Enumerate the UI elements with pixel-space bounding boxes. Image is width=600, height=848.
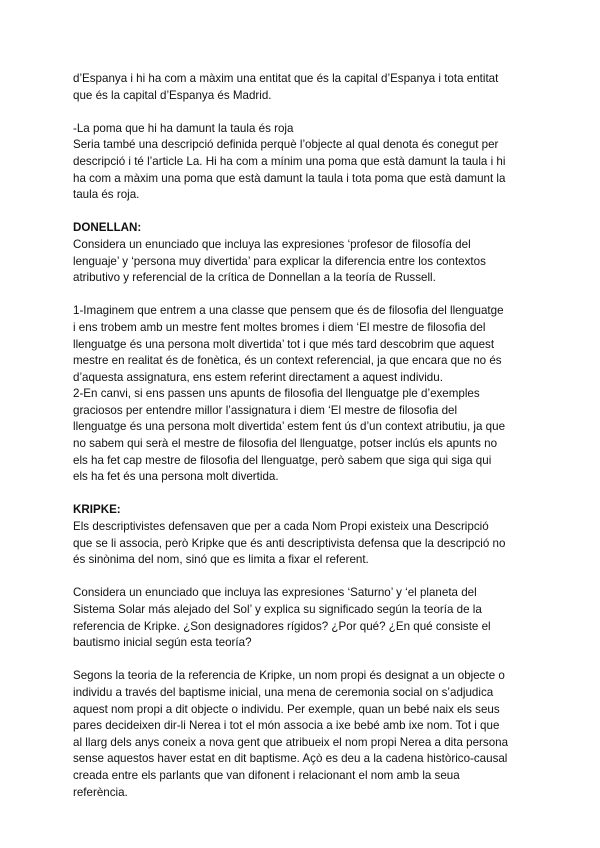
text-line: graciosos per entendre millor l’assignatura i diem ‘El mestre de filosofia del	[73, 403, 458, 417]
text-line: Seria també una descripció definida perquè l’objecte al qual denota és conegut per	[73, 138, 499, 152]
text-line: al llarg dels anys coneix a nova gent que atribueix el nom propi Nerea a dita persona	[73, 735, 509, 749]
paragraph	[73, 585, 535, 651]
text-line: referencia de Kripke. ¿Son designadores rígidos? ¿Por qué? ¿En qué consiste el	[73, 619, 491, 633]
paragraph	[73, 71, 535, 104]
text-line: que se li associa, però Kripke que és anti descriptivista defensa que la descripció no	[73, 536, 506, 550]
text-line: referència.	[73, 785, 128, 799]
paragraph	[73, 519, 535, 569]
text-line: d’aquesta assignatura, ens estem referint directament a aquest individu.	[73, 370, 443, 384]
paragraph-spacer	[73, 204, 535, 221]
text-line: Els descriptivistes defensaven que per a cada Nom Propi existeix una Descripció	[73, 520, 489, 534]
section-heading: DONELLAN:	[73, 221, 142, 235]
text-line: Considera un enunciado que incluya las expresiones ‘profesor de filosofía del	[73, 237, 471, 251]
text-line: els ha fet és una persona molt divertida.	[73, 470, 279, 484]
paragraph-spacer	[73, 569, 535, 586]
paragraph-spacer	[73, 486, 535, 503]
text-line: bautismo inicial según esta teoría?	[73, 636, 252, 650]
paragraph-spacer	[73, 104, 535, 121]
text-line: els ha fet cap mestre de filosofia del llenguatge, però sabem que siga qui siga qui	[73, 453, 492, 467]
text-line: llenguatge és una persona molt divertida’ estem fent ús d’un context atributiu, ja que	[73, 420, 506, 434]
text-line: llenguatge és una persona molt divertida’ tot i que més tard descobrim que aquest	[73, 337, 495, 351]
text-line: ha com a màxim una poma que està damunt la taula i tota poma que està damunt la	[73, 171, 506, 185]
paragraph-spacer	[73, 652, 535, 669]
text-line: individu a través del baptisme inicial, una mena de ceremonia social on s’adjudica	[73, 685, 494, 699]
text-line: que és la capital d’Espanya és Madrid.	[73, 88, 272, 102]
text-line: mestre en realitat és de fonètica, és un context referencial, ja que encara que no és	[73, 354, 502, 368]
text-line: lenguaje’ y ‘persona muy divertida’ para explicar la diferencia entre los contextos	[73, 254, 486, 268]
text-line: és sinònima del nom, sinó que es limita a fixar el referent.	[73, 553, 369, 567]
text-line: aquest nom propi a dit objecte o individu. Per exemple, quan un bebé naix els seus	[73, 702, 500, 716]
text-line: Considera un enunciado que incluya las expresiones ‘Saturno’ y ‘el planeta del	[73, 586, 477, 600]
section-heading: KRIPKE:	[73, 503, 121, 517]
text-line: sense aquestos haver estat en dit baptisme. Açò es deu a la cadena històrico-causal	[73, 752, 508, 766]
text-line: taula és roja.	[73, 188, 140, 202]
text-line: atributivo y referencial de la crítica de Donnellan a la teoría de Russell.	[73, 271, 436, 285]
text-line: Sistema Solar más alejado del Sol’ y explica su significado según la teoría de la	[73, 603, 482, 616]
text-line: Segons la teoria de la referencia de Kripke, un nom propi és designat a un objecte o	[73, 669, 505, 683]
text-line: d’Espanya i hi ha com a màxim una entitat que és la capital d’Espanya i tota entitat	[73, 72, 499, 85]
text-line: -La poma que hi ha damunt la taula és roja	[73, 121, 294, 135]
paragraph	[73, 237, 535, 287]
text-line: no sabem qui serà el mestre de filosofia del llenguatge, potser inclús els apunts no	[73, 437, 498, 451]
text-line: 1-Imaginem que entrem a una classe que pensem que és de filosofia del llenguatge	[73, 304, 504, 318]
text-line: creada entre els parlants que van difonent i relacionant el nom amb la seua	[73, 768, 460, 782]
paragraph-spacer	[73, 287, 535, 304]
document-page	[73, 71, 535, 801]
paragraph	[73, 668, 535, 801]
paragraph	[73, 121, 535, 204]
text-line: pares decideixen dir-li Nerea i tot el món associa a ixe bebé amb ixe nom. Tot i que	[73, 719, 500, 733]
paragraph	[73, 303, 535, 486]
text-line: i ens trobem amb un mestre fent moltes bromes i diem ‘El mestre de filosofia del	[73, 320, 486, 334]
text-line: descripció i té l’article La. Hi ha com a mínim una poma que està damunt la taula i hi	[73, 154, 506, 168]
text-line: 2-En canvi, si ens passen uns apunts de filosofia del llenguatge ple d’exemples	[73, 387, 480, 401]
